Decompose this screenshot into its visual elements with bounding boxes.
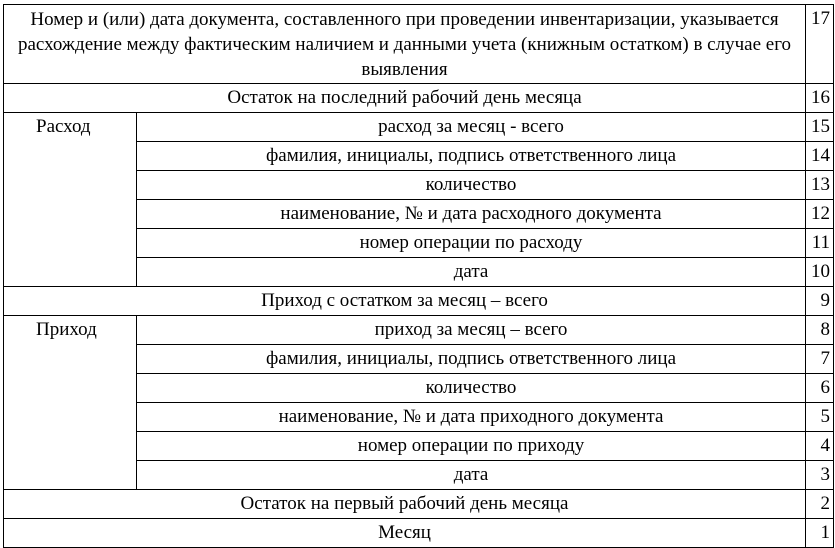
expense-row-text: расход за месяц - всего [137,113,806,142]
expense-row-number: 13 [806,171,834,200]
income-with-balance-number: 9 [806,287,834,316]
expense-row-number: 12 [806,200,834,229]
income-row-number: 3 [806,461,834,490]
month-row [4,519,834,548]
closing-balance-number: 16 [806,84,834,113]
income-row-text: приход за месяц – всего [137,316,806,345]
header-row-text: Номер и (или) дата документа, составленного при проведении инвентаризации, указывается расхождение между фактическим наличием и данными учета (книжным остатком) в случае его выявления [4,5,806,84]
income-group-label: Приход [4,316,137,490]
expense-row-number: 14 [806,142,834,171]
income-row-number: 4 [806,432,834,461]
income-row-text: дата [137,461,806,490]
income-row-number: 5 [806,403,834,432]
expense-row-text: номер операции по расходу [137,229,806,258]
expense-row [4,113,834,142]
income-row [4,316,834,345]
closing-balance-row [4,84,834,113]
income-row-text: количество [137,374,806,403]
expense-row-number: 15 [806,113,834,142]
income-row-text: наименование, № и дата приходного документа [137,403,806,432]
income-row-number: 7 [806,345,834,374]
closing-balance-text: Остаток на последний рабочий день месяца [4,84,806,113]
income-row-number: 6 [806,374,834,403]
expense-row-text: дата [137,258,806,287]
income-row-text: номер операции по приходу [137,432,806,461]
income-with-balance-row [4,287,834,316]
expense-row-text: наименование, № и дата расходного документа [137,200,806,229]
expense-group-label: Расход [4,113,137,287]
income-row-number: 8 [806,316,834,345]
expense-row-text: количество [137,171,806,200]
header-row-number: 17 [806,5,834,84]
month-text: Месяц [4,519,806,548]
expense-row-number: 10 [806,258,834,287]
income-with-balance-text: Приход с остатком за месяц – всего [4,287,806,316]
income-row-text: фамилия, инициалы, подпись ответственного лица [137,345,806,374]
opening-balance-number: 2 [806,490,834,519]
opening-balance-row [4,490,834,519]
opening-balance-text: Остаток на первый рабочий день месяца [4,490,806,519]
expense-row-text: фамилия, инициалы, подпись ответственного лица [137,142,806,171]
month-number: 1 [806,519,834,548]
expense-row-number: 11 [806,229,834,258]
inventory-table [3,4,834,548]
header-row [4,5,834,84]
